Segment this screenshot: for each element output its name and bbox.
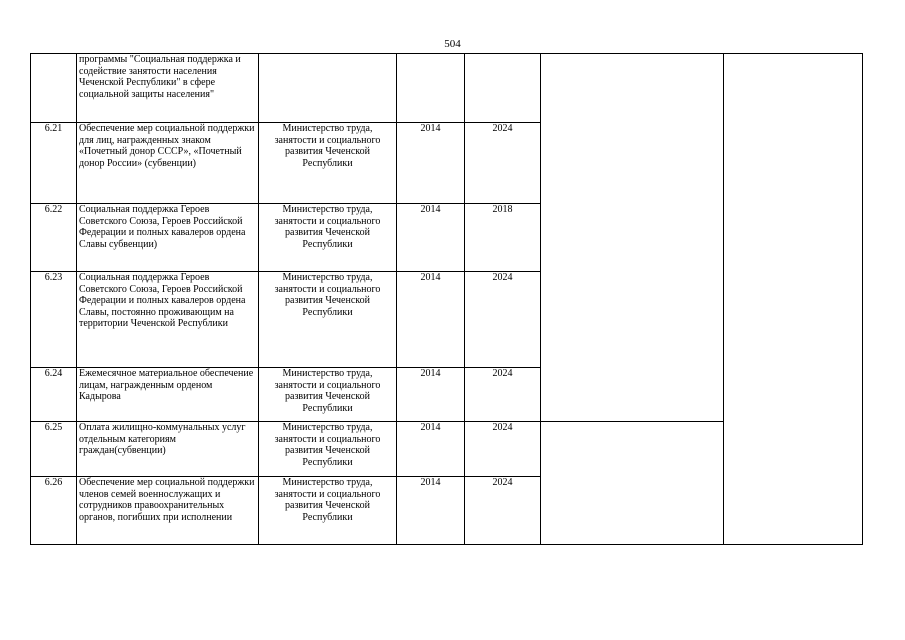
page-number: 504 — [444, 38, 461, 50]
expected-result-cell — [541, 54, 724, 422]
program-measures-table — [30, 53, 863, 545]
measure-name-cell: Оплата жилищно-коммунальных услуг отдельным категориям граждан(субвенции) — [77, 422, 259, 477]
end-year-cell: 2024 — [465, 477, 541, 545]
end-year-cell: 2024 — [465, 123, 541, 204]
start-year-cell: 2014 — [397, 272, 465, 368]
start-year-cell: 2014 — [397, 422, 465, 477]
start-year-cell: 2014 — [397, 204, 465, 272]
executor-cell: Министерство труда, занятости и социального развития Чеченской Республики — [259, 368, 397, 422]
start-year-cell: 2014 — [397, 368, 465, 422]
row-number-cell: 6.24 — [31, 368, 77, 422]
consequences-cell — [724, 54, 863, 545]
executor-cell — [259, 54, 397, 123]
executor-cell: Министерство труда, занятости и социального развития Чеченской Республики — [259, 123, 397, 204]
measure-name-cell: Ежемесячное материальное обеспечение лицам, награжденным орденом Кадырова — [77, 368, 259, 422]
start-year-cell: 2014 — [397, 477, 465, 545]
end-year-cell: 2024 — [465, 422, 541, 477]
row-number-cell: 6.21 — [31, 123, 77, 204]
executor-cell: Министерство труда, занятости и социального развития Чеченской Республики — [259, 272, 397, 368]
measure-name-cell: Социальная поддержка Героев Советского Союза, Героев Российской Федерации и полных кавалеров ордена Славы, постоянно проживающим на территории Чеченской Республики — [77, 272, 259, 368]
measure-name-cell: программы "Социальная поддержка и содействие занятости населения Чеченской Республики" в сфере социальной защиты населения" — [77, 54, 259, 123]
end-year-cell — [465, 54, 541, 123]
row-number-cell: 6.23 — [31, 272, 77, 368]
end-year-cell: 2024 — [465, 368, 541, 422]
end-year-cell: 2018 — [465, 204, 541, 272]
start-year-cell — [397, 54, 465, 123]
row-number-cell: 6.22 — [31, 204, 77, 272]
measure-name-cell: Социальная поддержка Героев Советского Союза, Героев Российской Федерации и полных кавалеров ордена Славы субвенции) — [77, 204, 259, 272]
expected-result-cell — [541, 422, 724, 545]
executor-cell: Министерство труда, занятости и социального развития Чеченской Республики — [259, 422, 397, 477]
measure-name-cell: Обеспечение мер социальной поддержки для лиц, награжденных знаком «Почетный донор СССР», «Почетный донор России» (субвенции) — [77, 123, 259, 204]
row-number-cell — [31, 54, 77, 123]
row-number-cell: 6.25 — [31, 422, 77, 477]
start-year-cell: 2014 — [397, 123, 465, 204]
executor-cell: Министерство труда, занятости и социального развития Чеченской Республики — [259, 477, 397, 545]
executor-cell: Министерство труда, занятости и социального развития Чеченской Республики — [259, 204, 397, 272]
row-number-cell: 6.26 — [31, 477, 77, 545]
measure-name-cell: Обеспечение мер социальной поддержки членов семей военнослужащих и сотрудников правоохранительных органов, погибших при исполнении — [77, 477, 259, 545]
table-row — [31, 54, 863, 123]
end-year-cell: 2024 — [465, 272, 541, 368]
